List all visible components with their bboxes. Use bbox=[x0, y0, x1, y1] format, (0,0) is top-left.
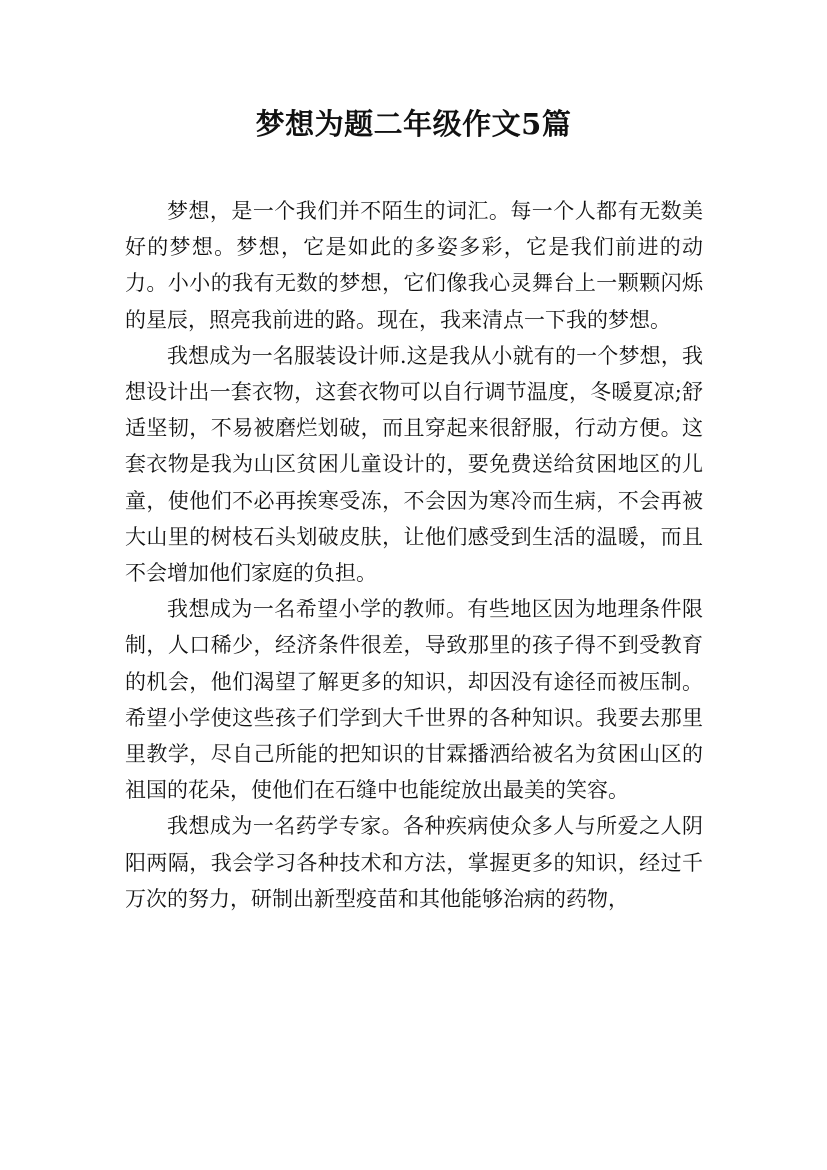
document-title: 梦想为题二年级作文5篇 bbox=[255, 107, 572, 141]
document-body bbox=[125, 193, 703, 917]
paragraph: 我想成为一名药学专家。各种疾病使众多人与所爱之人阴阳两隔，我会学习各种技术和方法，掌握更多的知识，经过千万次的努力，研制出新型疫苗和其他能够治病的药物， bbox=[125, 814, 703, 911]
paragraph: 我想成为一名服装设计师.这是我从小就有的一个梦想，我想设计出一套衣物，这套衣物可以自行调节温度，冬暖夏凉;舒适坚韧，不易被磨烂划破，而且穿起来很舒服，行动方便。这套衣物是我为山区贫困儿童设计的，要免费送给贫困地区的儿童，使他们不必再挨寒受冻，不会因为寒冷而生病，不会再被大山里的树枝石头划破皮肤，让他们感受到生活的温暖，而且不会增加他们家庭的负担。 bbox=[125, 343, 703, 586]
paragraph: 梦想，是一个我们并不陌生的词汇。每一个人都有无数美好的梦想。梦想，它是如此的多姿多彩，它是我们前进的动力。小小的我有无数的梦想，它们像我心灵舞台上一颗颗闪烁的星辰，照亮我前进的路。现在，我来清点一下我的梦想。 bbox=[125, 199, 703, 332]
paragraph: 我想成为一名希望小学的教师。有些地区因为地理条件限制，人口稀少，经济条件很差，导致那里的孩子得不到受教育的机会，他们渴望了解更多的知识，却因没有途径而被压制。希望小学使这些孩子们学到大千世界的各种知识。我要去那里里教学，尽自己所能的把知识的甘霖播洒给被名为贫困山区的祖国的花朵，使他们在石缝中也能绽放出最美的笑容。 bbox=[125, 597, 703, 803]
